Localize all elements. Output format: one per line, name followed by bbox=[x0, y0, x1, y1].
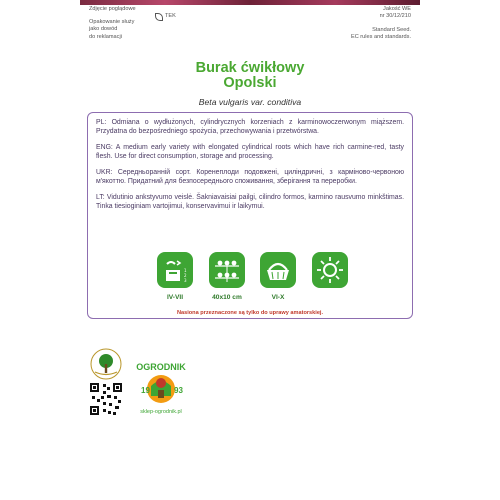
sun-icon bbox=[312, 252, 348, 288]
ogrodnik-text: OGRODNIK bbox=[136, 362, 186, 372]
tek-mark: TEK bbox=[155, 13, 176, 21]
packet-top-photo-strip bbox=[80, 0, 420, 5]
spacing-icon bbox=[209, 252, 245, 288]
leaf-icon bbox=[155, 13, 163, 21]
eco-logo bbox=[89, 347, 123, 381]
svg-text:2: 2 bbox=[184, 273, 187, 278]
harvest-period-label: VI-X bbox=[271, 294, 285, 301]
year-left: 19 bbox=[141, 386, 150, 395]
harvest-basket-icon bbox=[260, 252, 296, 288]
photo-note: Zdjęcie poglądowe bbox=[89, 6, 136, 12]
sowing-period-label: IV-VII bbox=[166, 294, 184, 301]
svg-text:1: 1 bbox=[184, 268, 187, 273]
latin-name: Beta vulgaris var. conditiva bbox=[198, 97, 302, 107]
description-pl: PL: Odmiana o wydłużonych, cylindrycznych korzeniach z karminowoczerwonym miąższem. Przydatna do bezpośredniego spożycia, przechowywania i przetwórstwa. bbox=[96, 119, 404, 135]
description-ukr: UKR: Середньоранній сорт. Коренеплоди подовжені, циліндричні, з карміново-червоною м'якоттю. Придатний для безпосереднього споживання, зберігання та переробки. bbox=[96, 169, 404, 185]
product-name-line1: Burak ćwikłowy bbox=[195, 60, 305, 76]
packaging-note: Opakowanie służy jako dowód do reklamacji bbox=[89, 19, 135, 40]
spacing-label: 40x10 cm bbox=[212, 294, 242, 301]
year-right: 93 bbox=[174, 386, 183, 395]
sowing-icon bbox=[157, 252, 193, 288]
description-lt: LT: Vidutinio ankstyvumo veislė. Šakniavaisiai pailgi, cilindro formos, karmino rausvumo minkštimas. Tinka tiesioginiam vartojimui, konservavimui ir laikymui. bbox=[96, 194, 404, 210]
shop-url: sklep-ogrodnik.pl bbox=[140, 409, 182, 415]
quality-mark: Jakość WE nr 30/12/210 bbox=[379, 6, 411, 20]
product-name-line2: Opolski bbox=[223, 75, 277, 91]
standard-note: Standard Seed. EC rules and standards. bbox=[350, 27, 411, 41]
description-box bbox=[87, 112, 413, 319]
qr-code[interactable] bbox=[89, 382, 123, 416]
ogrodnik-logo bbox=[130, 358, 192, 420]
amateur-use-notice: Nasiona przeznaczone są tylko do uprawy amatorskiej. bbox=[176, 310, 324, 316]
description-en: ENG: A medium early variety with elongated cylindrical roots which have rich carmine-red, tasty flesh. Use for direct consumption, storage and processing. bbox=[96, 144, 404, 160]
svg-text:3: 3 bbox=[184, 278, 187, 283]
